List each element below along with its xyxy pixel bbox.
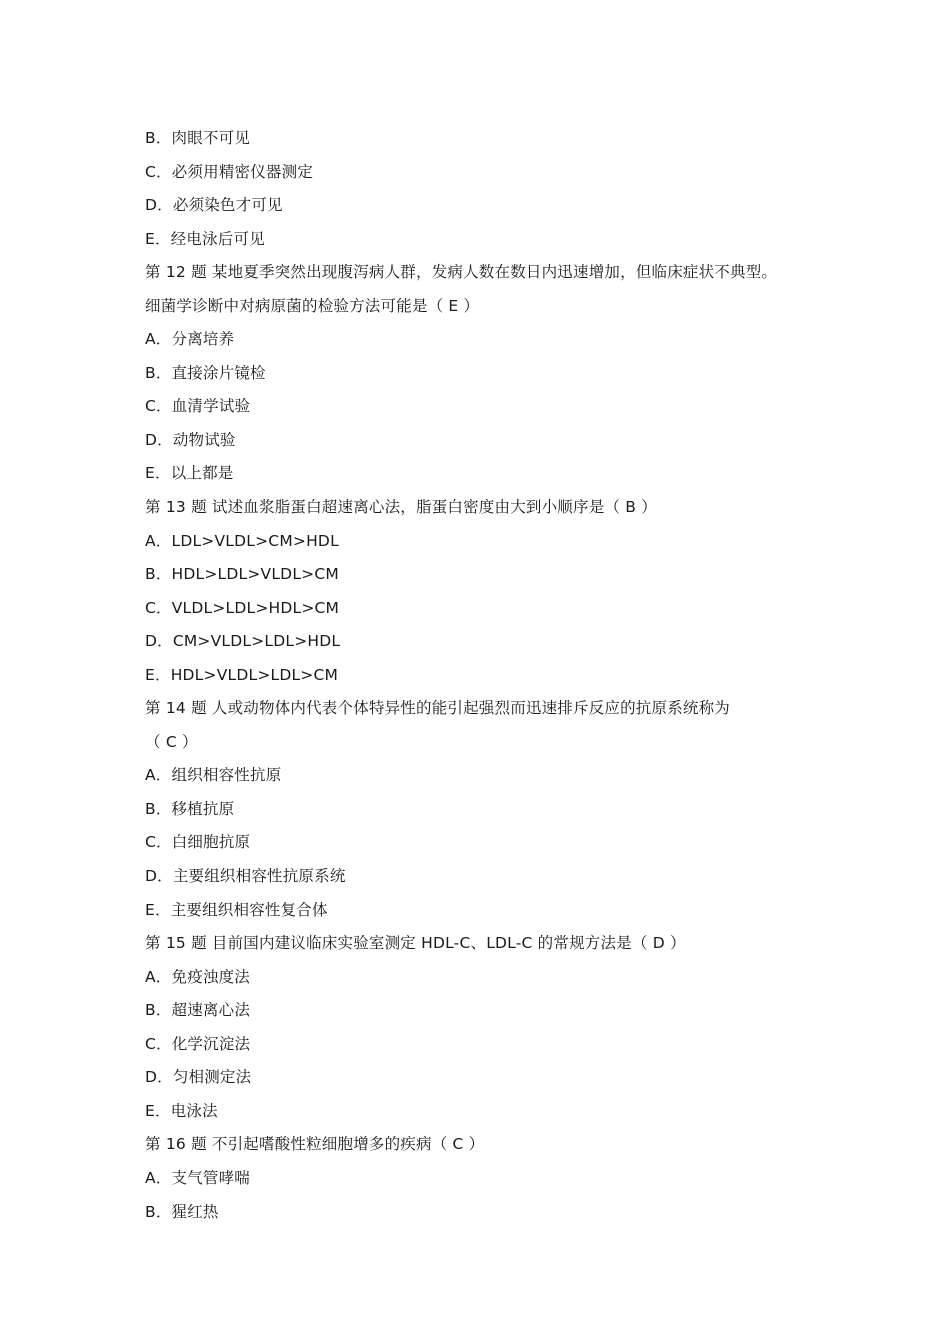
option-line: A．分离培养: [145, 330, 235, 349]
option-line: E．以上都是: [145, 464, 234, 483]
question-14-answer: （ C ）: [145, 732, 198, 751]
option-line: B．移植抗原: [145, 799, 235, 818]
question-15-stem: 第 15 题 目前国内建议临床实验室测定 HDL-C、LDL-C 的常规方法是（ D ）: [145, 934, 686, 953]
option-line: B．超速离心法: [145, 1001, 251, 1020]
option-line: E．经电泳后可见: [145, 229, 265, 248]
option-line: E．HDL>VLDL>LDL>CM: [145, 665, 339, 684]
option-line: C．白细胞抗原: [145, 833, 251, 852]
option-line: B．直接涂片镜检: [145, 363, 266, 382]
option-line: B．猩红热: [145, 1202, 219, 1221]
question-14-stem: 第 14 题 人或动物体内代表个体特异性的能引起强烈而迅速排斥反应的抗原系统称为: [145, 699, 731, 718]
question-12-stem: 第 12 题 某地夏季突然出现腹泻病人群，发病人数在数日内迅速增加，但临床症状不典型。: [145, 263, 778, 282]
question-13-stem: 第 13 题 试述血浆脂蛋白超速离心法，脂蛋白密度由大到小顺序是（ B ）: [145, 498, 657, 517]
option-line: E．电泳法: [145, 1101, 218, 1120]
option-line: B．肉眼不可见: [145, 129, 251, 147]
question-16-stem: 第 16 题 不引起嗜酸性粒细胞增多的疾病（ C ）: [145, 1135, 485, 1154]
option-line: D．主要组织相容性抗原系统: [145, 867, 346, 886]
option-line: A．组织相容性抗原: [145, 766, 282, 785]
option-line: A．支气管哮喘: [145, 1168, 251, 1187]
option-line: B．HDL>LDL>VLDL>CM: [145, 565, 339, 584]
option-line: C．VLDL>LDL>HDL>CM: [145, 598, 340, 617]
option-line: D．动物试验: [145, 430, 236, 449]
option-line: C．必须用精密仪器测定: [145, 162, 314, 181]
option-line: D．CM>VLDL>LDL>HDL: [145, 632, 341, 651]
option-line: D．必须染色才可见: [145, 196, 283, 215]
question-12-stem-cont: 细菌学诊断中对病原菌的检验方法可能是（ E ）: [145, 296, 480, 315]
option-line: C．化学沉淀法: [145, 1034, 251, 1053]
option-line: C．血清学试验: [145, 397, 251, 416]
option-line: A．LDL>VLDL>CM>HDL: [145, 531, 339, 550]
option-line: E．主要组织相容性复合体: [145, 900, 328, 919]
option-line: D．匀相测定法: [145, 1068, 252, 1087]
question-text: [145, 124, 845, 1231]
option-line: A．免疫浊度法: [145, 967, 251, 986]
